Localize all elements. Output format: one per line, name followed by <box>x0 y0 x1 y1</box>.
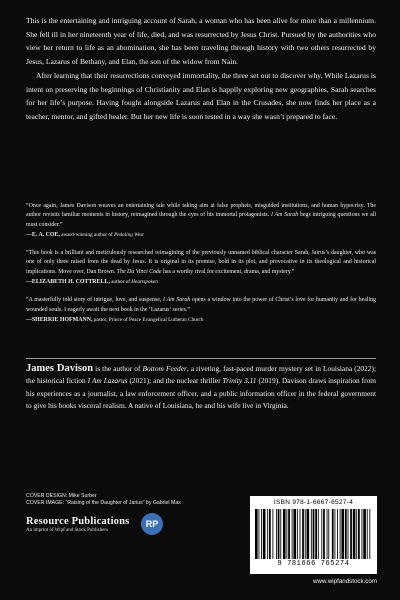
barcode-bar <box>258 509 259 559</box>
barcode-bar <box>340 509 341 559</box>
cover-credits <box>26 493 181 507</box>
endorsement-attribution: —SHERRIE HOFMANN, pastor, Prince of Peace Evangelical Lutheran Church <box>26 316 204 323</box>
publisher-website: www.wipfandstock.com <box>313 578 377 585</box>
endorsement-hofmann <box>26 296 376 325</box>
barcode-bar <box>278 509 280 559</box>
barcode-digits: 9 781666 765274 <box>277 560 350 568</box>
publisher-block <box>26 516 156 533</box>
barcode-bar <box>313 509 315 559</box>
barcode-bar <box>337 509 338 559</box>
barcode-bar <box>334 509 335 559</box>
endorsement-coe <box>26 202 376 240</box>
barcode-bar <box>356 509 357 559</box>
barcode-bar <box>332 509 334 559</box>
endorsement-attribution: —ELIZABETH H. COTTRELL, author of Heartspoken <box>26 279 158 286</box>
publisher-name: Resource Publications <box>26 516 130 527</box>
author-name: James Davison <box>26 363 94 374</box>
synopsis-paragraph-1: This is the entertaining and intriguing account of Sarah, a woman who has been alive for more than a millennium. She fell ill in her nineteenth year of life, died, and was resurrected by Jesus Christ. Pursued by the authorities who view her return to life as an abomination, she has been traveling through history with two others resurrected by Jesus, Lazarus of Bethany, and Elan, the son of the widow from Nain. <box>26 16 376 67</box>
barcode-bar <box>353 509 356 559</box>
barcode-bar <box>305 509 306 559</box>
barcode-bar <box>293 509 296 559</box>
barcode-bar <box>261 509 262 559</box>
author-bio: James Davison is the author of Bottom Feeder, a riveting, fast-paced murder mystery set in Louisiana (2022); the historical fiction I Am Lazarus (2021); and the nuclear thriller Trinity 3.11 (2019). Davison draws inspiration from his experiences as a journalist, a law enforcement officer, and a public information officer in the federal government to give his books visceral realism. A native of Louisiana, he and his wife live in Virginia. <box>26 363 377 411</box>
barcode-bar <box>341 509 344 559</box>
barcode-bar <box>276 509 277 559</box>
endorsement-attribution: —E. A. COE, award-winning author of Pedaling West <box>26 231 144 238</box>
barcode-bar <box>292 509 293 559</box>
barcode-bar <box>345 509 347 559</box>
barcode-icon <box>255 509 372 559</box>
section-divider <box>26 358 376 359</box>
barcode-bar <box>348 509 349 559</box>
book-synopsis <box>26 14 376 124</box>
barcode-bar <box>321 509 322 559</box>
endorsements <box>26 202 376 334</box>
endorsement-cottrell <box>26 249 376 287</box>
barcode-bar <box>269 509 271 559</box>
barcode-bar <box>302 509 304 559</box>
barcode-bar <box>315 509 317 559</box>
cover-image-credit: COVER IMAGE: “Raising of the Daughter of Jarius” by Gabriel Max <box>26 500 181 506</box>
publisher-imprint: An imprint of Wipf and Stock Publishers <box>26 528 108 533</box>
barcode-bar <box>288 509 290 559</box>
cover-design-credit: COVER DESIGN: Mike Surber <box>26 493 97 499</box>
barcode-bar <box>280 509 281 559</box>
barcode-bar <box>318 509 319 559</box>
barcode-bar <box>363 509 366 559</box>
synopsis-paragraph-2: After learning that their resurrections conveyed immortality, the three set out to discover why. While Lazarus is intent on preserving the beginnings of Christianity and Elan is happily exploring new geographies, Sarah searches for her life’s purpose. Having fought alongside Lazarus and Elan in the Crusades, she now finds her place as a teacher, mentor, and gifted healer. But her new life is soon tested in a way she wasn’t prepared to face. <box>26 70 376 121</box>
barcode-bar <box>328 509 329 559</box>
barcode-bar <box>350 509 352 559</box>
barcode-bar <box>255 509 258 559</box>
endorsement-quote: “Once again, James Davison weaves an entertaining tale while taking aim at false prophets, misguided institutions, and human hypocrisy. The author revisits familiar moments in history, reimagined through the eyes of his immortal protagonists. I Am Sarah begs intriguing questions we all must consider.” <box>26 203 376 228</box>
barcode-bar <box>367 509 368 559</box>
publisher-logo-icon: RP <box>141 513 163 535</box>
barcode-bar <box>311 509 312 559</box>
barcode-bar <box>263 509 266 559</box>
barcode-bar <box>286 509 287 559</box>
barcode-bar <box>283 509 286 559</box>
endorsement-quote: “This book is a brilliant and meticulously researched reimagining of the previously unnamed biblical character Sarah, Jairus’s daughter, who was one of only three raised from the dead by Jesus. It is original in its premise, bold in its plot, and provocative in its theological and historical implications. Move over, Dan Brown. The Da Vinci Code has a worthy rival for excitement, drama, and mystery.” <box>26 250 376 275</box>
barcode-bar <box>300 509 301 559</box>
barcode-bar <box>297 509 298 559</box>
barcode-bar <box>307 509 310 559</box>
barcode-bar <box>358 509 360 559</box>
endorsement-quote: “A masterfully told story of intrigue, love, and suspense, I Am Sarah opens a window into the power of Christ’s love for humanity and for healing wounded souls. I eagerly await the next book in the ‘Lazarus’ series.” <box>26 297 377 313</box>
barcode-bar <box>267 509 268 559</box>
barcode-bar <box>323 509 325 559</box>
isbn-number: ISBN 978-1-6667-6527-4 <box>273 499 354 506</box>
isbn-barcode <box>250 496 377 574</box>
barcode-bar <box>362 509 363 559</box>
barcode-bar <box>272 509 273 559</box>
barcode-bar <box>327 509 328 559</box>
barcode-bar <box>369 509 370 559</box>
